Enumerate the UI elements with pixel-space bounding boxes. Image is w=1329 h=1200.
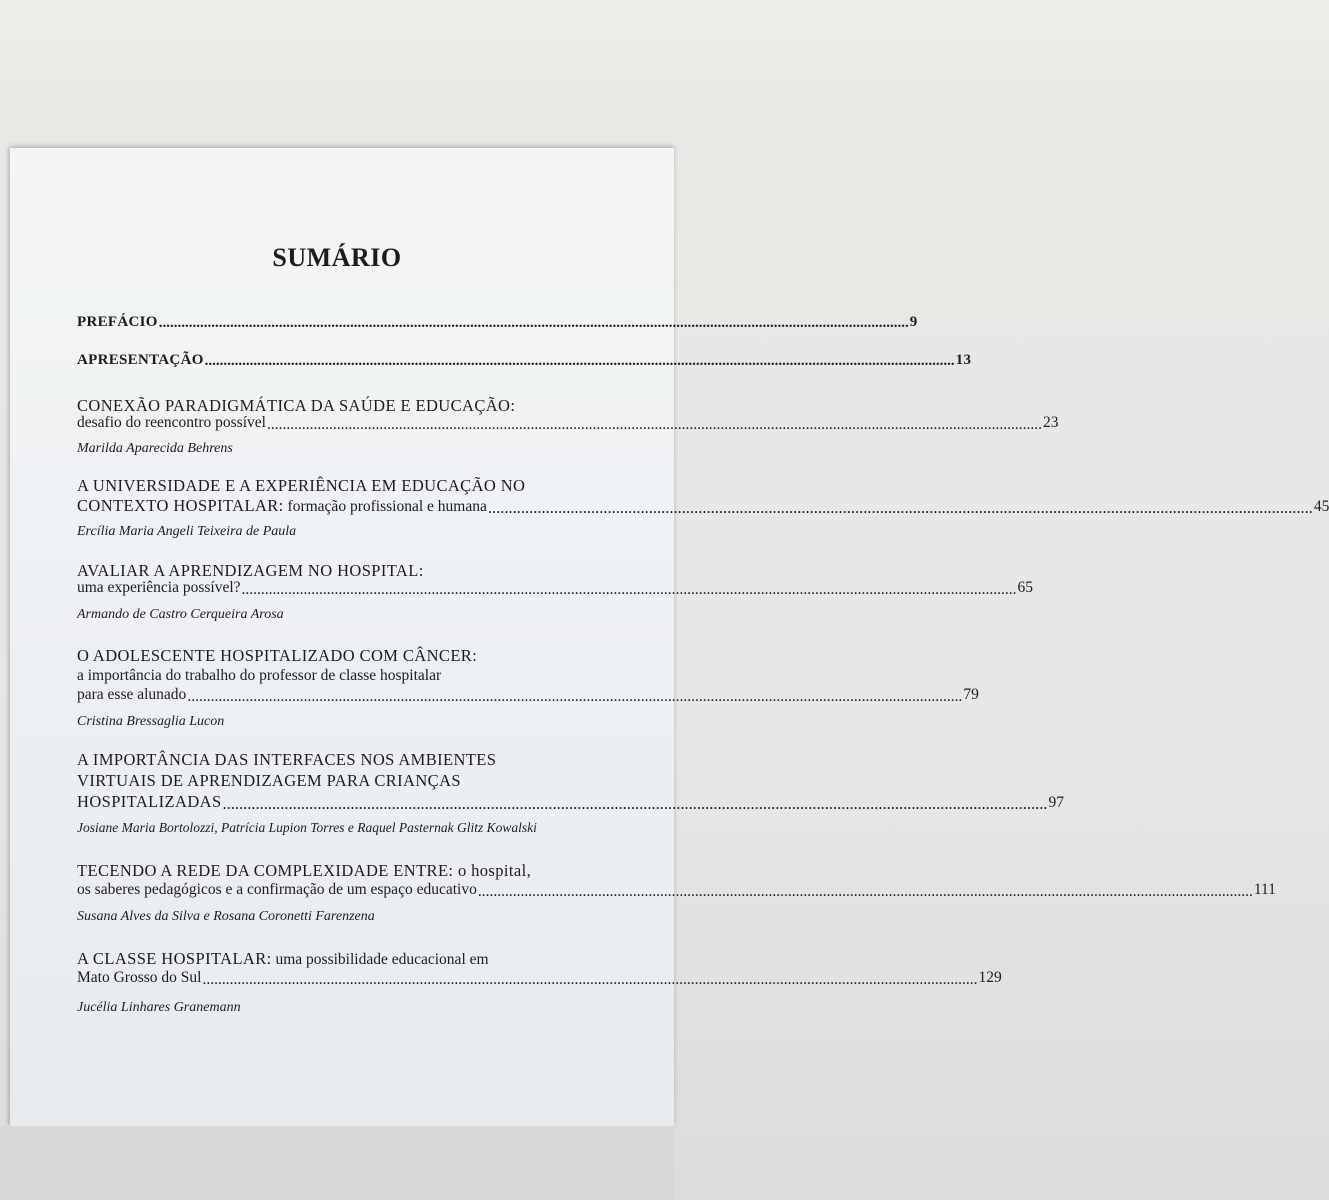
table-surface xyxy=(0,1126,674,1200)
toc-label: PREFÁCIO xyxy=(77,314,158,330)
page-title: SUMÁRIO xyxy=(272,243,402,272)
leader-dots: ........................................................................................................................................................................................................ xyxy=(241,580,1017,598)
toc-entry-prefacio xyxy=(77,314,918,331)
chapter-title-line2: VIRTUAIS DE APRENDIZAGEM PARA CRIANÇAS xyxy=(77,771,461,790)
leader-dots: ........................................................................................................................................................................................................ xyxy=(187,687,963,705)
chapter-subtitle: desafio do reencontro possível xyxy=(77,414,266,431)
chapter-title: A UNIVERSIDADE E A EXPERIÊNCIA EM EDUCAÇÃO NO xyxy=(77,476,526,495)
chapter-title: CONEXÃO PARADIGMÁTICA DA SAÚDE E EDUCAÇÃO: xyxy=(77,396,516,415)
toc-page: 65 xyxy=(1017,579,1034,596)
leader-dots: ........................................................................................................................................................................................................ xyxy=(266,415,1042,433)
chapter-title: O ADOLESCENTE HOSPITALIZADO COM CÂNCER: xyxy=(77,646,478,665)
leader-dots: ........................................................................................................................................................................................................ xyxy=(222,793,1048,813)
toc-page: 23 xyxy=(1042,414,1059,431)
toc-page: 111 xyxy=(1253,881,1276,898)
leader-dots: ........................................................................................................................................................................................................ xyxy=(477,882,1253,900)
leader-dots: ........................................................................................................................................................................................................ xyxy=(204,353,955,369)
toc-page: 13 xyxy=(955,352,972,368)
toc-page: 79 xyxy=(963,686,979,703)
chapter-title-caps: TECENDO A REDE DA COMPLEXIDADE ENTRE: xyxy=(77,861,454,880)
toc-entry-apresentacao xyxy=(77,352,972,369)
toc-page: 129 xyxy=(978,969,1002,986)
chapter-subtitle: Mato Grosso do Sul xyxy=(77,969,202,986)
chapter-subtitle: formação profissional e humana xyxy=(283,498,487,515)
chapter-title-rest: uma possibilidade educacional em xyxy=(271,951,489,968)
chapter-author: Armando de Castro Cerqueira Arosa xyxy=(77,607,284,622)
chapter-title-line xyxy=(77,861,531,881)
chapter-title-rest: o hospital, xyxy=(453,861,532,880)
chapter-title: A IMPORTÂNCIA DAS INTERFACES NOS AMBIENTES xyxy=(77,750,497,769)
chapter-title-line xyxy=(77,949,489,969)
toc-entry-chapter-2 xyxy=(77,496,1329,517)
chapter-author: Cristina Bressaglia Lucon xyxy=(77,714,225,729)
chapter-title-end: HOSPITALIZADAS xyxy=(77,792,222,811)
toc-entry-chapter-3 xyxy=(77,579,1034,598)
chapter-title-caps: CONTEXTO HOSPITALAR: xyxy=(77,496,284,515)
toc-entry-chapter-1 xyxy=(77,414,1059,433)
chapter-subtitle-end: para esse alunado xyxy=(77,686,187,703)
toc-entry-chapter-6 xyxy=(77,881,1276,900)
chapter-subtitle: uma experiência possível? xyxy=(77,579,241,596)
chapter-author: Ercília Maria Angeli Teixeira de Paula xyxy=(77,524,297,539)
chapter-title-caps: A CLASSE HOSPITALAR: xyxy=(77,949,272,968)
chapter-subtitle: a importância do trabalho do professor de classe hospitalar xyxy=(77,667,442,684)
chapter-subtitle: os saberes pedagógicos e a confirmação de um espaço educativo xyxy=(77,881,477,898)
toc-page: 9 xyxy=(909,314,918,330)
toc-entry-chapter-5 xyxy=(77,792,1065,813)
toc-page: 45 xyxy=(1313,498,1329,515)
chapter-author: Jucélia Linhares Granemann xyxy=(77,1000,241,1015)
chapter-author: Susana Alves da Silva e Rosana Coronetti Farenzena xyxy=(77,909,375,924)
chapter-author: Josiane Maria Bortolozzi, Patrícia Lupion Torres e Raquel Pasternak Glitz Kowalski xyxy=(77,820,537,835)
leader-dots: ........................................................................................................................................................................................................ xyxy=(487,497,1313,517)
chapter-author: Marilda Aparecida Behrens xyxy=(77,441,233,456)
chapter-title-line xyxy=(77,496,487,516)
chapter-title: AVALIAR A APRENDIZAGEM NO HOSPITAL: xyxy=(77,561,424,580)
leader-dots: ........................................................................................................................................................................................................ xyxy=(158,315,909,331)
toc-entry-chapter-4 xyxy=(77,686,979,705)
toc-page: 97 xyxy=(1048,794,1065,811)
toc-entry-chapter-7 xyxy=(77,969,1002,988)
leader-dots: ........................................................................................................................................................................................................ xyxy=(202,970,978,988)
toc-label: APRESENTAÇÃO xyxy=(77,352,204,368)
